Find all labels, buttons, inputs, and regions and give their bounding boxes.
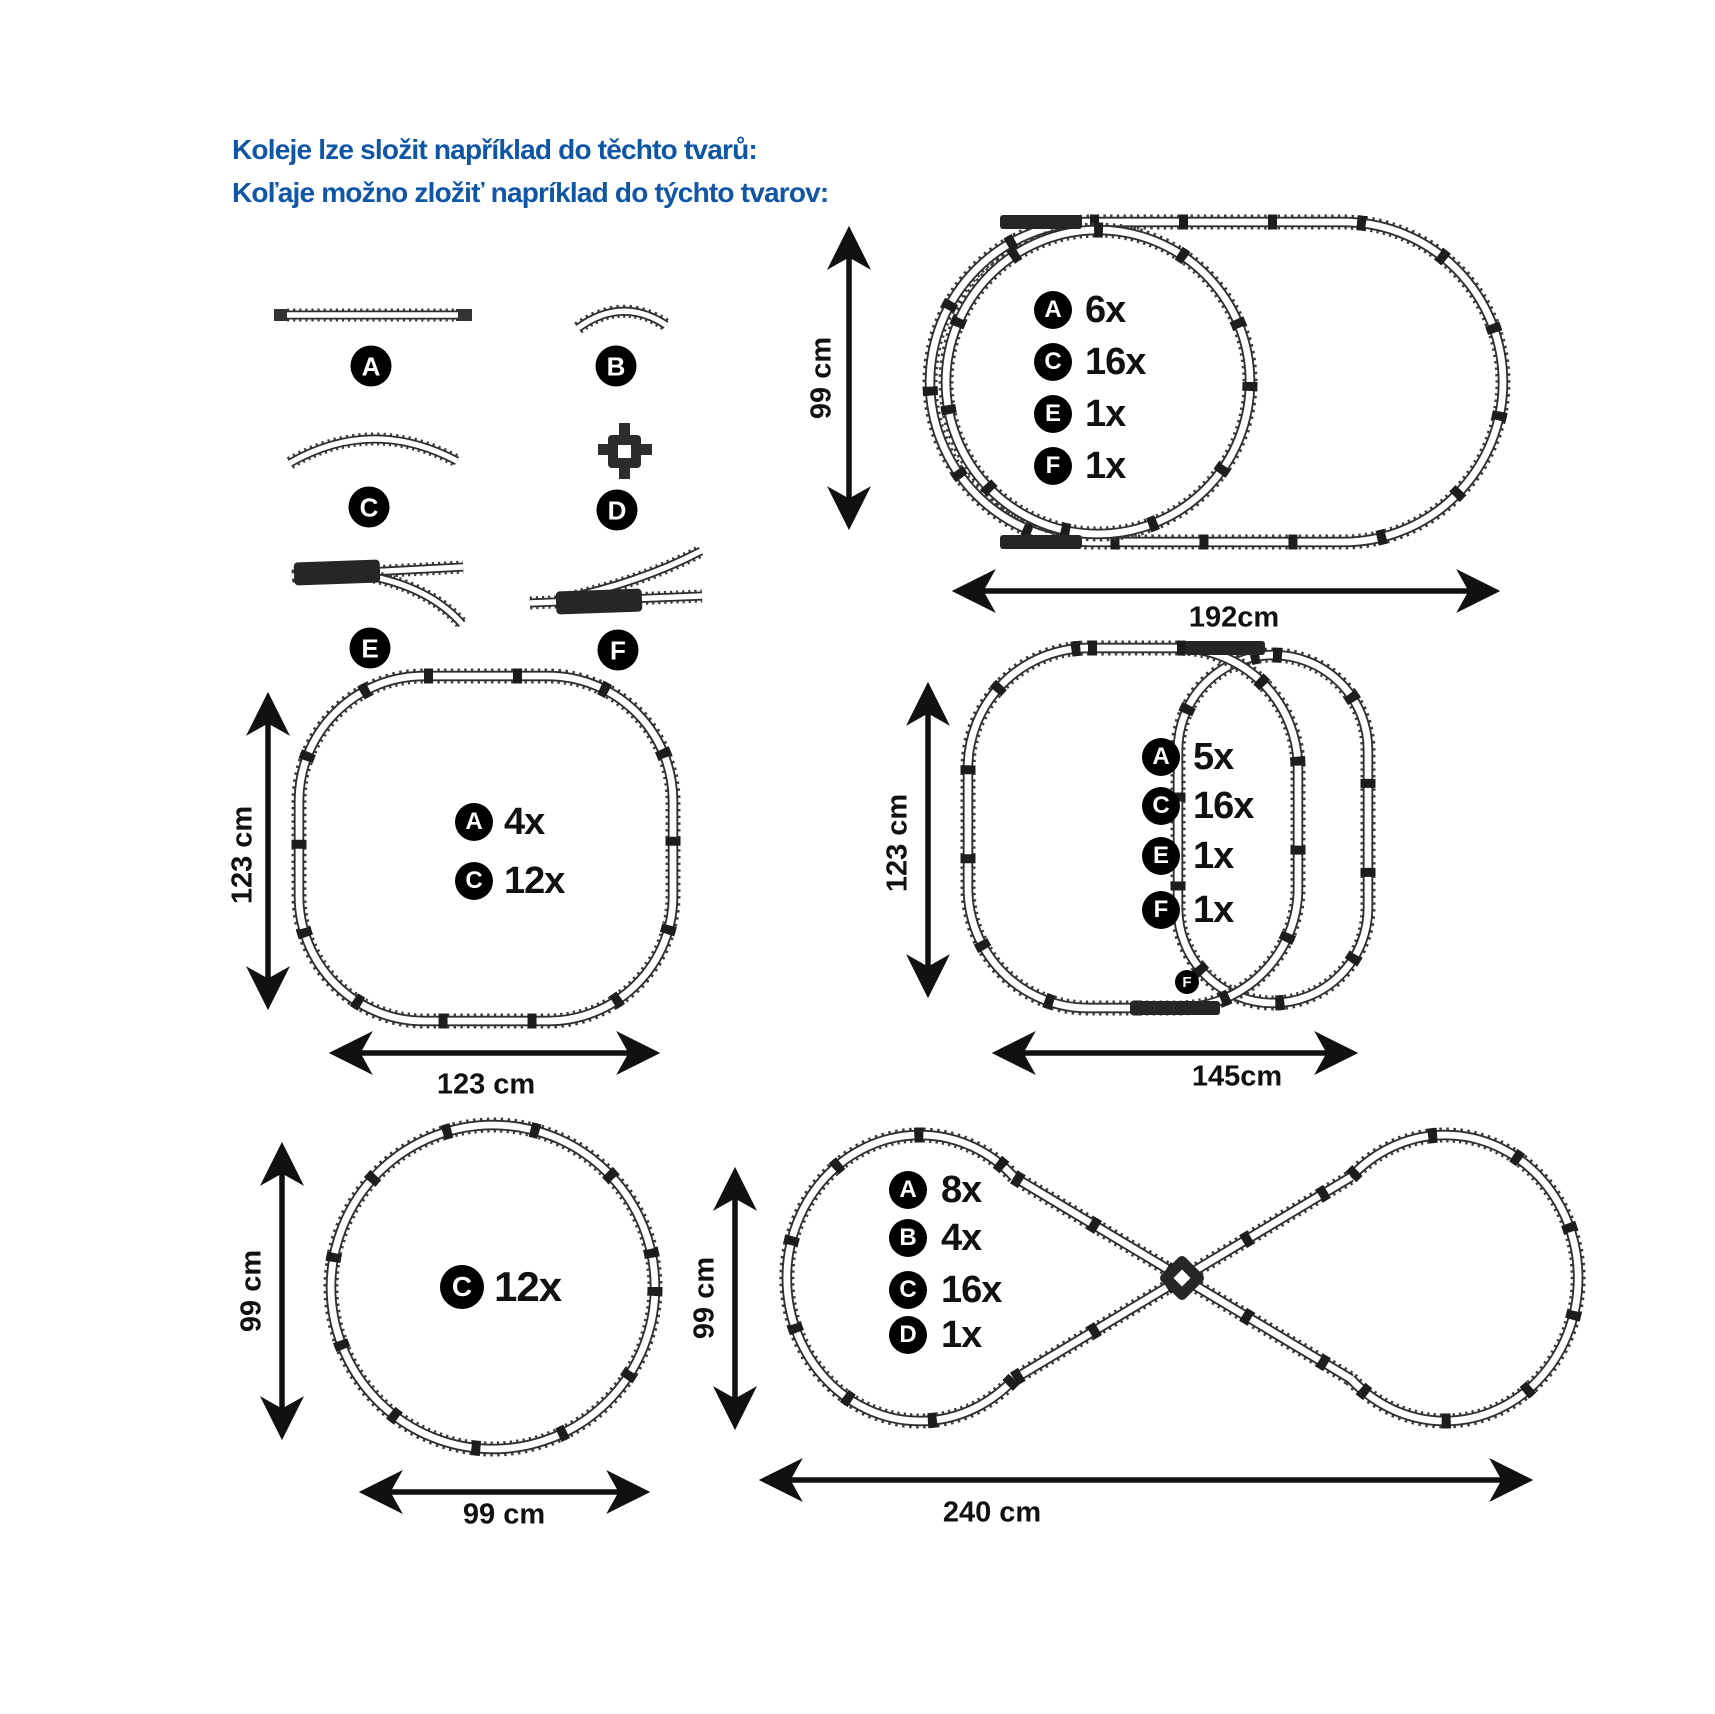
- width-dimension-label: 99 cm: [462, 1498, 546, 1531]
- piece-a-label-badge: A: [351, 346, 392, 387]
- parts-count: 1x: [941, 1314, 982, 1356]
- crossing-piece: [1158, 1254, 1206, 1302]
- parts-badge: C: [1142, 787, 1180, 825]
- parts-badge: B: [889, 1219, 927, 1257]
- height-dimension-label: 99 cm: [235, 1249, 268, 1333]
- parts-count: 12x: [494, 1263, 562, 1310]
- layout-circle-track: [331, 1125, 655, 1449]
- width-dimension-label: 123 cm: [436, 1068, 536, 1101]
- parts-badge: A: [1034, 291, 1072, 329]
- parts-count: 6x: [1085, 289, 1126, 331]
- parts-count: 1x: [1085, 445, 1126, 487]
- height-dimension-label: 99 cm: [688, 1256, 721, 1340]
- parts-count: 4x: [504, 801, 545, 843]
- parts-count: 8x: [941, 1169, 982, 1211]
- parts-count: 4x: [941, 1217, 982, 1259]
- piece-a-straight-track: [274, 309, 472, 321]
- title-line-1: Koleje lze složit například do těchto tvarů:: [232, 134, 757, 165]
- parts-count: 16x: [1085, 341, 1146, 383]
- piece-c-curve-track: [290, 439, 457, 463]
- height-dimension-label: 123 cm: [881, 793, 914, 893]
- piece-b-short-curve-track: [578, 311, 666, 328]
- piece-e-label-badge: E: [350, 628, 391, 669]
- parts-count: 12x: [504, 860, 565, 902]
- parts-badge: F: [1034, 447, 1072, 485]
- width-dimension-label: 145cm: [1191, 1060, 1283, 1093]
- layout-rounded-square-track: [299, 676, 673, 1021]
- parts-count: 1x: [1085, 393, 1126, 435]
- parts-badge: A: [455, 803, 493, 841]
- parts-badge: C: [455, 862, 493, 900]
- parts-count: 16x: [1193, 785, 1254, 827]
- parts-count: 1x: [1193, 835, 1234, 877]
- width-dimension-label: 240 cm: [942, 1496, 1042, 1529]
- parts-badge: A: [1142, 738, 1180, 776]
- parts-count: 5x: [1193, 736, 1234, 778]
- piece-e-left-switch-track: [292, 560, 463, 624]
- parts-badge: C: [440, 1265, 484, 1309]
- height-dimension-label: 123 cm: [226, 805, 259, 905]
- title-line-2: Koľaje možno zložiť napríklad do týchto tvarov:: [232, 177, 829, 208]
- piece-c-label-badge: C: [349, 487, 390, 528]
- layout-oval-with-siding-track: [968, 641, 1368, 1015]
- parts-badge: C: [889, 1271, 927, 1309]
- piece-d-label-badge: D: [597, 490, 638, 531]
- parts-badge: F: [1142, 891, 1180, 929]
- piece-f-right-switch-track: [530, 551, 702, 614]
- width-dimension-label: 192cm: [1188, 601, 1280, 634]
- piece-d-cross-track: [598, 423, 652, 479]
- height-dimension-label: 99 cm: [805, 336, 838, 420]
- parts-count: 16x: [941, 1269, 1002, 1311]
- piece-b-label-badge: B: [596, 346, 637, 387]
- parts-badge: E: [1142, 837, 1180, 875]
- parts-badge: C: [1034, 343, 1072, 381]
- parts-badge: E: [1034, 395, 1072, 433]
- layout-double-oval-track: [930, 215, 1503, 549]
- parts-badge: D: [889, 1316, 927, 1354]
- parts-badge: A: [889, 1171, 927, 1209]
- parts-count: 1x: [1193, 889, 1234, 931]
- track-switch-marker-badge: F: [1175, 970, 1199, 994]
- piece-f-label-badge: F: [598, 630, 639, 671]
